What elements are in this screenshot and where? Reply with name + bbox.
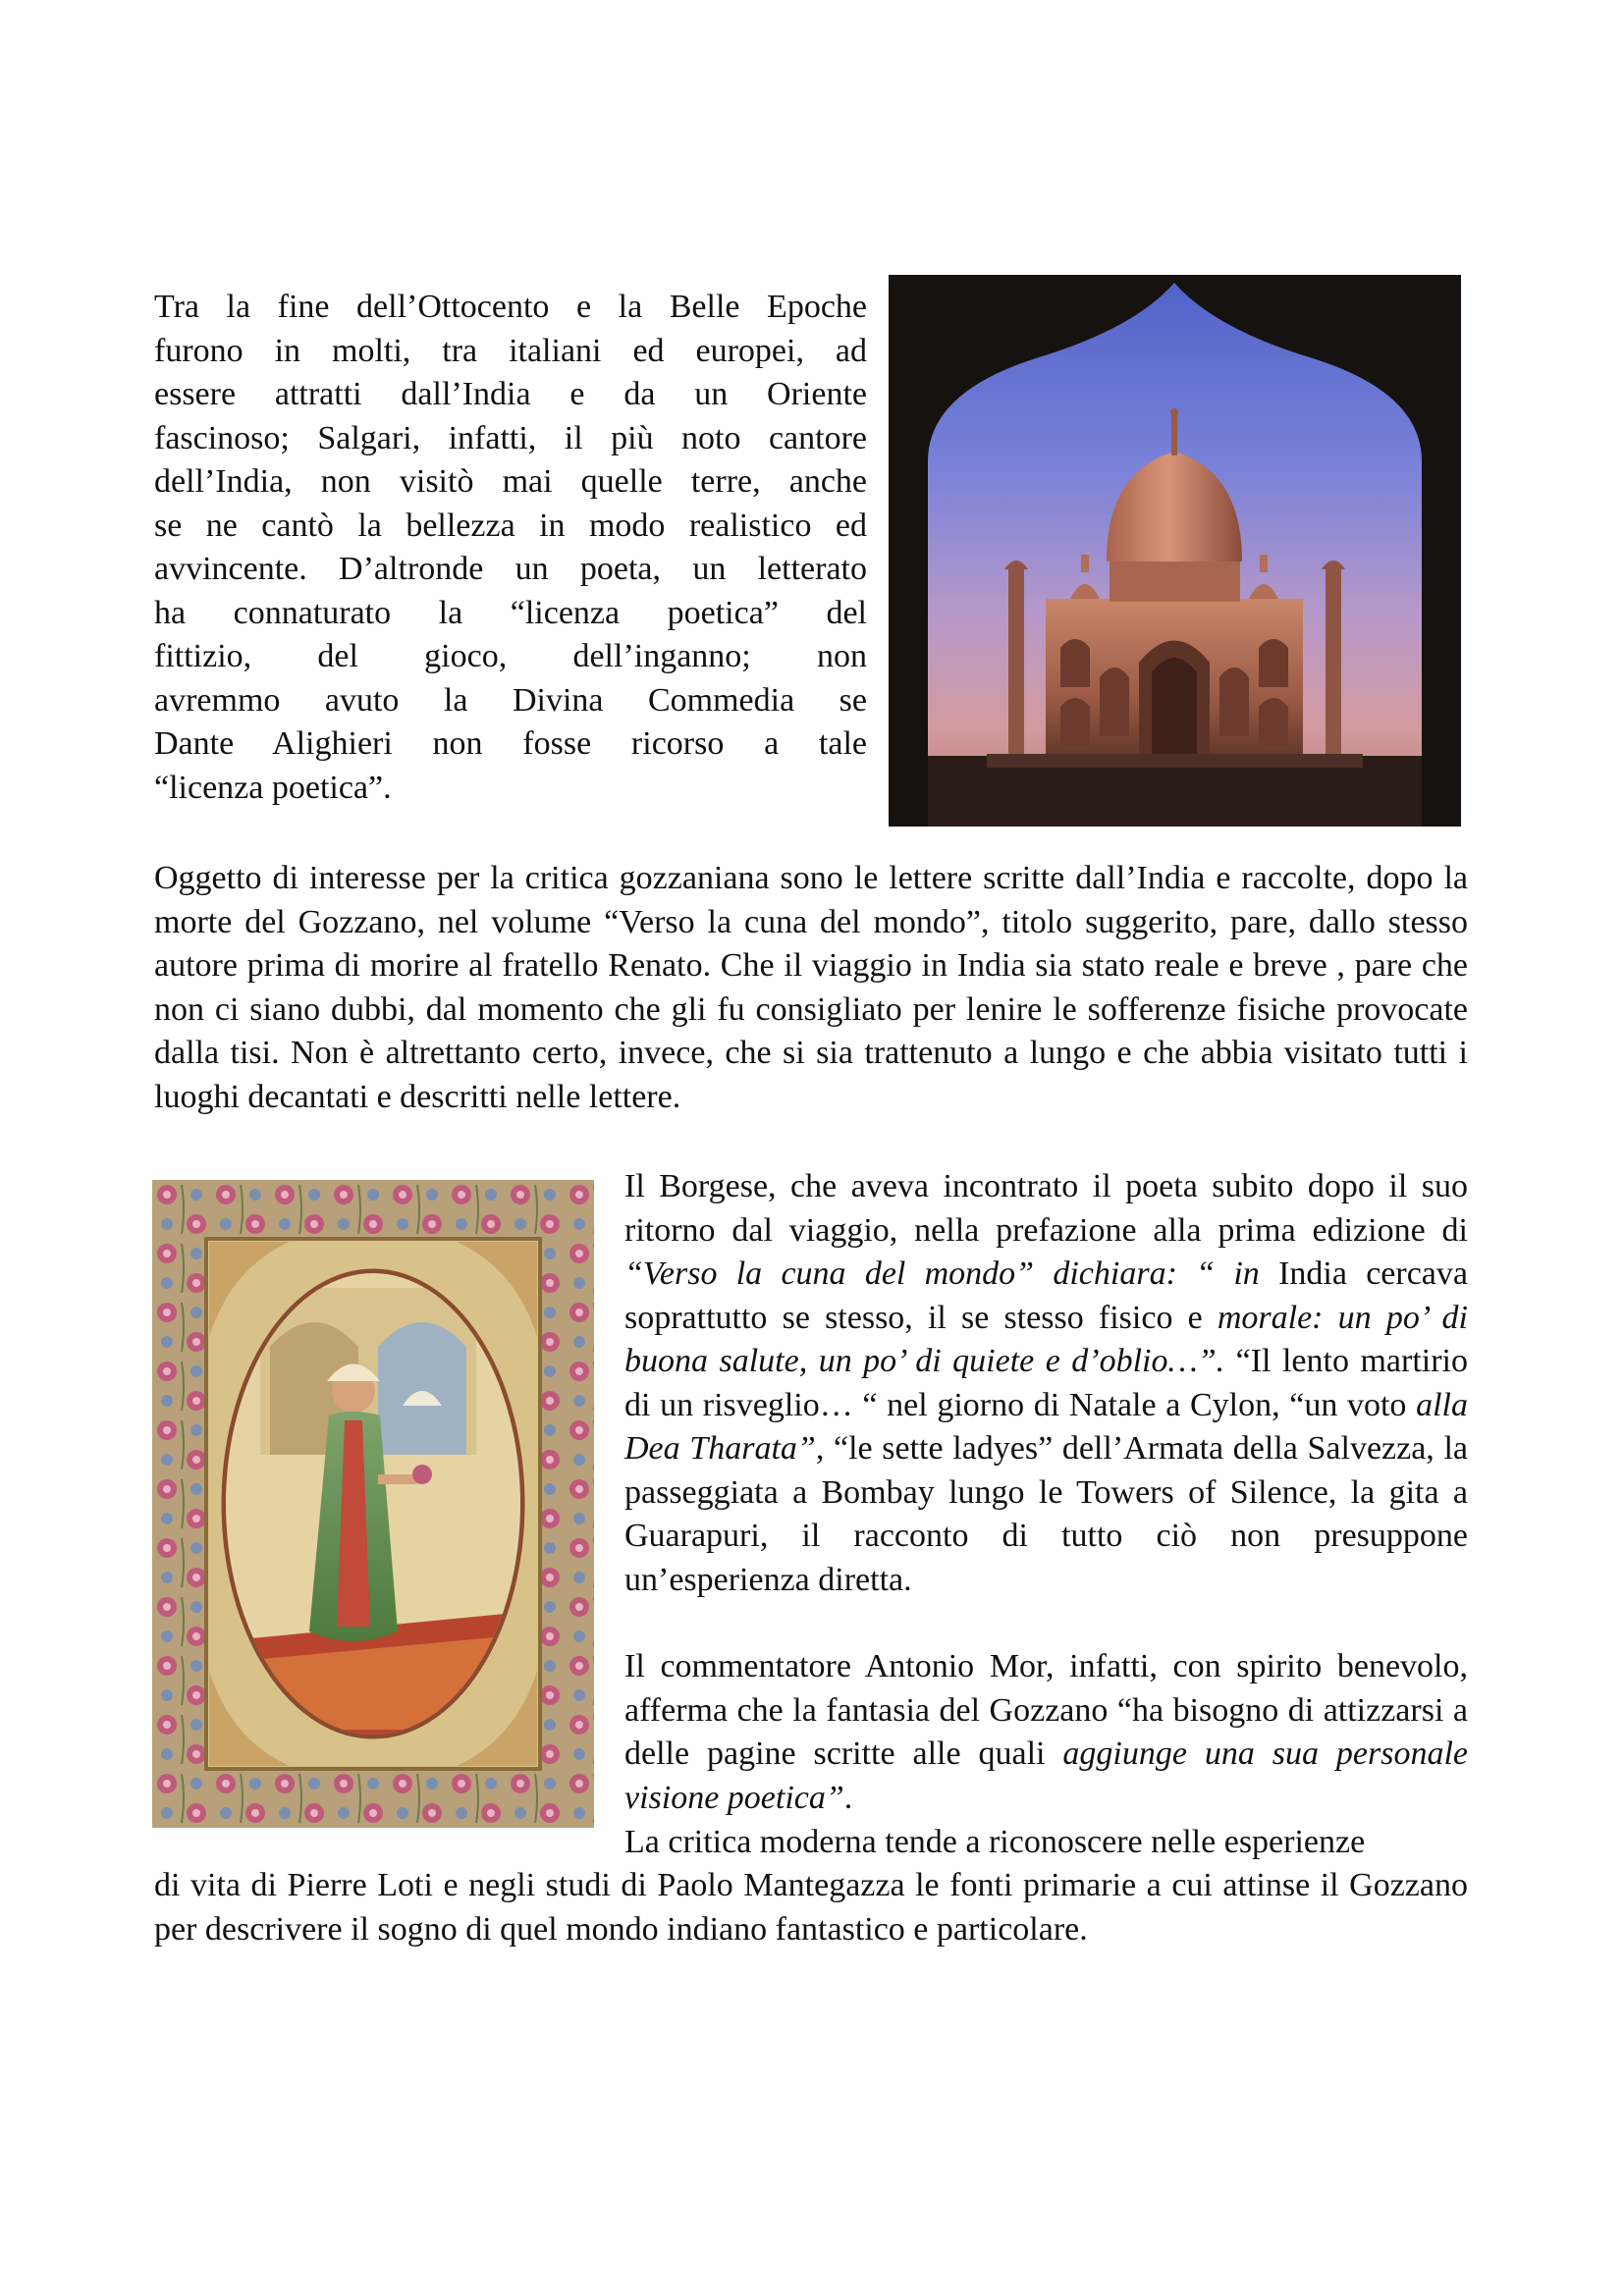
borgese-quote-morale: morale: un po’ di buona salute, un po’ di quiete e d’oblio…”. — [624, 1299, 1468, 1379]
borgese-quote-dea: alla Dea Tharata” — [624, 1386, 1468, 1467]
intro-line: Dante Alighieri non fosse ricorso a tale — [154, 725, 867, 762]
taj-mahal-photo — [889, 275, 1461, 827]
mughal-miniature-painting — [152, 1180, 594, 1828]
letters-paragraph-text: Oggetto di interesse per la critica gozzaniana sono le lettere scritte dall’India e raccolte, dopo la morte del Gozzano, nel volume “Verso la cuna del mondo”, titolo suggerito, pare, dallo stesso autore prima di morire al fratello Renato. Che il viaggio in India sia stato reale e breve , pare che non ci siano dubbi, dal momento che gli fu consigliato per lenire le sofferenze fisiche provocate dalla tisi. Non è altrettanto certo, invece, che si sia trattenuto a lungo e che abbia visitato tutti i luoghi decantati e descritti nelle lettere. — [154, 860, 1468, 1115]
intro-paragraph — [154, 286, 867, 810]
borgese-paragraph — [624, 1165, 1468, 1602]
critica-moderna-first-line — [624, 1821, 1468, 1865]
intro-line: avremmo avuto la Divina Commedia se — [154, 681, 867, 719]
intro-line: se ne cantò la bellezza in modo realistico ed — [154, 507, 867, 544]
mor-text-1: Il commentatore Antonio Mor, infatti, con spirito benevolo, afferma che la fantasia del Gozzano “ha bisogno di attizzarsi a delle pagine scritte alle quali — [624, 1648, 1468, 1772]
borgese-quote-title: “Verso la cuna del mondo” dichiara: “ in — [624, 1255, 1260, 1292]
mor-quote: aggiunge una sua personale visione poetica” — [624, 1735, 1469, 1816]
intro-line: dell’India, non visitò mai quelle terre, anche — [154, 463, 867, 500]
critica-moderna-line-1: La critica moderna tende a riconoscere nelle esperienze — [624, 1824, 1366, 1860]
borgese-text-1: Il Borgese, che aveva incontrato il poeta subito dopo il suo ritorno dal viaggio, nella prefazione alla prima edizione di — [624, 1168, 1468, 1249]
intro-line: furono in molti, tra italiani ed europei, ad — [154, 332, 867, 369]
intro-line: avvincente. D’altronde un poeta, un letterato — [154, 551, 867, 587]
critica-moderna-text: di vita di Pierre Loti e negli studi di Paolo Mantegazza le fonti primarie a cui attinse il Gozzano per descrivere il sogno di quel mondo indiano fantastico e particolare. — [154, 1867, 1468, 1948]
intro-line: “licenza poetica”. — [154, 769, 392, 806]
borgese-text-2: India cercava soprattutto se stesso, il se stesso fisico e — [624, 1255, 1468, 1336]
borgese-text-4: , “le sette ladyes” dell’Armata della Salvezza, la passeggiata a Bombay lungo le Towers of Silence, la gita a Guarapuri, il racconto di tutto ciò non presuppone un’esperienza diretta. — [624, 1430, 1469, 1598]
intro-line: fascinoso; Salgari, infatti, il più noto cantore — [154, 419, 867, 456]
intro-line: fittizio, del gioco, dell’inganno; non — [154, 638, 867, 674]
letters-paragraph — [154, 857, 1468, 1119]
intro-line: Tra la fine dell’Ottocento e la Belle Epoche — [154, 289, 867, 325]
mor-text-2: . — [843, 1779, 853, 1816]
intro-line: ha connaturato la “licenza poetica” del — [154, 594, 867, 631]
borgese-text-3: “Il lento martirio di un risveglio… “ nel giorno di Natale a Cylon, “un voto — [624, 1343, 1468, 1423]
mor-paragraph — [624, 1645, 1468, 1820]
critica-moderna-paragraph — [154, 1864, 1468, 1951]
intro-line: essere attratti dall’India e da un Oriente — [154, 376, 867, 412]
